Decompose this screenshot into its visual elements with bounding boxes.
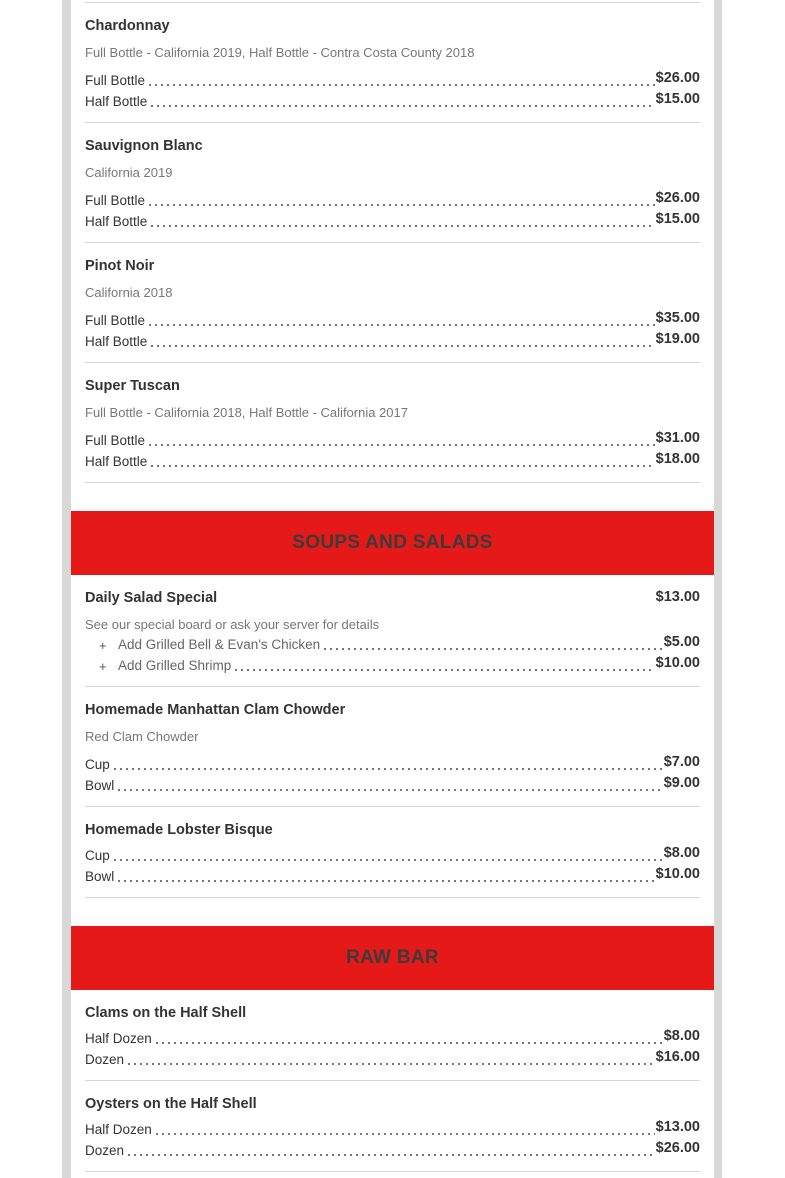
section-title: SOUPS AND SALADS — [292, 532, 493, 553]
dot-leader — [154, 1133, 655, 1135]
price-line — [85, 332, 700, 350]
price-line — [85, 212, 700, 230]
dot-leader — [147, 84, 655, 86]
item-title-chardonnay: Chardonnay — [85, 18, 170, 34]
dot-leader — [149, 225, 654, 227]
price: $8.00 — [663, 845, 700, 861]
divider — [85, 122, 700, 123]
dot-leader — [112, 768, 663, 770]
divider — [85, 1080, 700, 1081]
price: $13.00 — [655, 1119, 700, 1135]
price-line — [85, 1029, 700, 1047]
item-desc-chardonnay: Full Bottle - California 2019, Half Bottle - Contra Costa County 2018 — [85, 45, 475, 60]
dot-leader — [147, 204, 655, 206]
price: $35.00 — [655, 310, 700, 326]
addon-line — [118, 635, 700, 653]
size-label: Bowl — [85, 869, 115, 884]
page-gutter-left — [62, 0, 71, 1178]
price: $10.00 — [655, 655, 700, 671]
price: $31.00 — [655, 430, 700, 446]
dot-leader — [147, 444, 655, 446]
plus-icon: + — [99, 659, 107, 674]
price: $15.00 — [655, 91, 700, 107]
addon-line — [118, 656, 700, 674]
size-label: Full Bottle — [85, 193, 146, 208]
dot-leader — [126, 1154, 655, 1156]
dot-leader — [147, 324, 655, 326]
price: $16.00 — [655, 1049, 700, 1065]
price: $8.00 — [663, 1028, 700, 1044]
menu-page — [71, 0, 714, 1178]
size-label: Dozen — [85, 1143, 125, 1158]
price: $26.00 — [655, 190, 700, 206]
price-line — [85, 71, 700, 89]
divider — [85, 686, 700, 687]
price-line — [85, 92, 700, 110]
price: $10.00 — [655, 866, 700, 882]
price-line — [85, 1141, 700, 1159]
item-desc-daily-salad: See our special board or ask your server for details — [85, 617, 380, 632]
price-line — [85, 867, 700, 885]
item-desc-super-tuscan: Full Bottle - California 2018, Half Bottle - California 2017 — [85, 405, 408, 420]
size-label: Bowl — [85, 778, 115, 793]
item-desc-clam-chowder: Red Clam Chowder — [85, 729, 199, 744]
dot-leader — [112, 859, 663, 861]
price: $18.00 — [655, 451, 700, 467]
dot-leader — [233, 669, 654, 671]
divider — [85, 2, 700, 3]
dot-leader — [116, 789, 662, 791]
item-title-oysters: Oysters on the Half Shell — [85, 1096, 257, 1112]
size-label: Full Bottle — [85, 73, 146, 88]
size-label: Full Bottle — [85, 433, 146, 448]
dot-leader — [126, 1063, 655, 1065]
size-label: Cup — [85, 848, 110, 863]
dot-leader — [149, 105, 654, 107]
size-label: Cup — [85, 757, 110, 772]
price-line — [85, 1120, 700, 1138]
item-price-daily-salad: $13.00 — [655, 589, 700, 605]
price: $19.00 — [655, 331, 700, 347]
item-title-daily-salad: Daily Salad Special — [85, 590, 218, 606]
item-title-pinot-noir: Pinot Noir — [85, 258, 155, 274]
price: $26.00 — [655, 1140, 700, 1156]
divider — [85, 242, 700, 243]
price-line — [85, 755, 700, 773]
size-label: Half Bottle — [85, 214, 148, 229]
price-line — [85, 311, 700, 329]
size-label: Half Bottle — [85, 94, 148, 109]
price-line — [85, 846, 700, 864]
dot-leader — [322, 648, 663, 650]
dot-leader — [149, 345, 654, 347]
size-label: Half Dozen — [85, 1122, 152, 1137]
divider — [85, 1171, 700, 1172]
item-title-sauvignon-blanc: Sauvignon Blanc — [85, 138, 203, 154]
dot-leader — [154, 1042, 663, 1044]
item-desc-sauvignon-blanc: California 2019 — [85, 165, 173, 180]
item-title-clam-chowder: Homemade Manhattan Clam Chowder — [85, 702, 346, 718]
price: $26.00 — [655, 70, 700, 86]
divider — [85, 806, 700, 807]
section-title: RAW BAR — [346, 947, 439, 968]
item-title-lobster-bisque: Homemade Lobster Bisque — [85, 822, 273, 838]
price-line — [85, 452, 700, 470]
item-title-super-tuscan: Super Tuscan — [85, 378, 180, 394]
size-label: Half Bottle — [85, 454, 148, 469]
divider — [85, 362, 700, 363]
addon-label: Add Grilled Shrimp — [118, 658, 232, 673]
price-line — [85, 191, 700, 209]
item-title-clams: Clams on the Half Shell — [85, 1005, 247, 1021]
size-label: Dozen — [85, 1052, 125, 1067]
price-line — [85, 776, 700, 794]
dot-leader — [116, 880, 654, 882]
size-label: Full Bottle — [85, 313, 146, 328]
divider — [85, 482, 700, 483]
item-desc-pinot-noir: California 2018 — [85, 285, 173, 300]
section-header-raw-bar — [71, 926, 714, 990]
section-header-soups-salads — [71, 511, 714, 575]
size-label: Half Dozen — [85, 1031, 152, 1046]
dot-leader — [149, 465, 654, 467]
price-line — [85, 431, 700, 449]
price: $15.00 — [655, 211, 700, 227]
divider — [85, 897, 700, 898]
price-line — [85, 1050, 700, 1068]
size-label: Half Bottle — [85, 334, 148, 349]
price: $9.00 — [663, 775, 700, 791]
page-gutter-right — [714, 0, 722, 1178]
plus-icon: + — [99, 638, 107, 653]
price: $5.00 — [663, 634, 700, 650]
price: $7.00 — [663, 754, 700, 770]
addon-label: Add Grilled Bell & Evan's Chicken — [118, 637, 321, 652]
